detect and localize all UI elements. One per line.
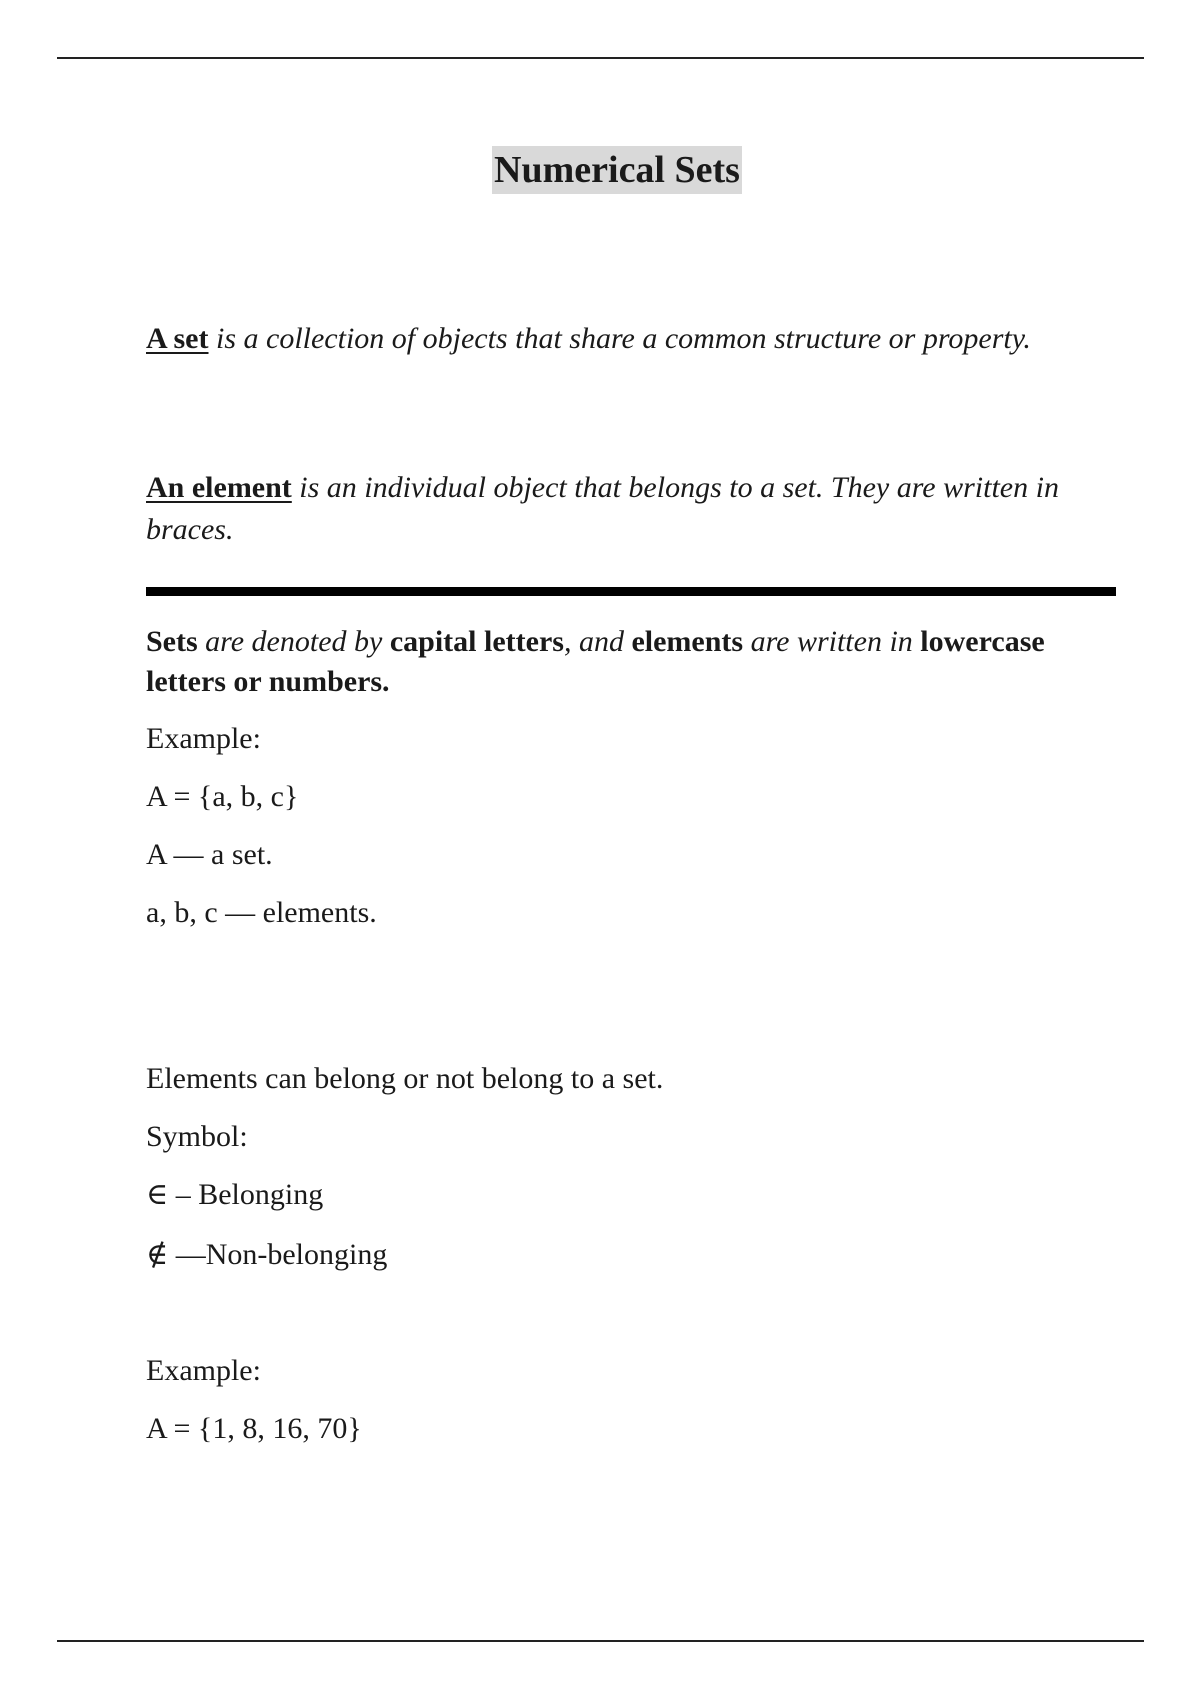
- example1-label: Example:: [146, 722, 261, 755]
- example1-elements-desc: a, b, c — elements.: [146, 896, 377, 929]
- notation-capital: capital letters: [389, 625, 564, 658]
- example1-set-desc: A — a set.: [146, 838, 273, 871]
- notation-sets: Sets: [146, 625, 198, 658]
- element-term: An element: [146, 471, 292, 504]
- set-definition-text: is a collection of objects that share a common structure or property.: [208, 322, 1031, 355]
- example2-label: Example:: [146, 1354, 261, 1387]
- notation-text-2: , and: [563, 625, 632, 658]
- notation-lowercase: lowercase letters or numbers.: [146, 625, 1045, 698]
- bottom-rule: [57, 1640, 1144, 1642]
- section-divider: [146, 587, 1116, 596]
- notation-text-1: are denoted by: [197, 625, 390, 658]
- set-term: A set: [146, 322, 209, 355]
- set-definition: [146, 318, 1126, 360]
- notation-text-3: are written in: [743, 625, 921, 658]
- example1-set: A = {a, b, c}: [146, 780, 299, 813]
- notation-elements: elements: [631, 625, 744, 658]
- title-container: [0, 146, 1200, 194]
- belonging-symbol-line: ∈ – Belonging: [146, 1178, 324, 1211]
- non-belonging-symbol-line: ∉ —Non-belonging: [146, 1238, 388, 1271]
- top-rule: [57, 57, 1144, 59]
- element-definition: [146, 467, 1126, 551]
- symbol-label: Symbol:: [146, 1120, 248, 1153]
- example2-set: A = {1, 8, 16, 70}: [146, 1412, 362, 1445]
- page-title: Numerical Sets: [492, 146, 742, 194]
- belonging-intro: Elements can belong or not belong to a set.: [146, 1062, 664, 1095]
- notation-paragraph: [146, 622, 1126, 702]
- element-definition-text: is an individual object that belongs to a set. They are written in braces.: [146, 471, 1059, 546]
